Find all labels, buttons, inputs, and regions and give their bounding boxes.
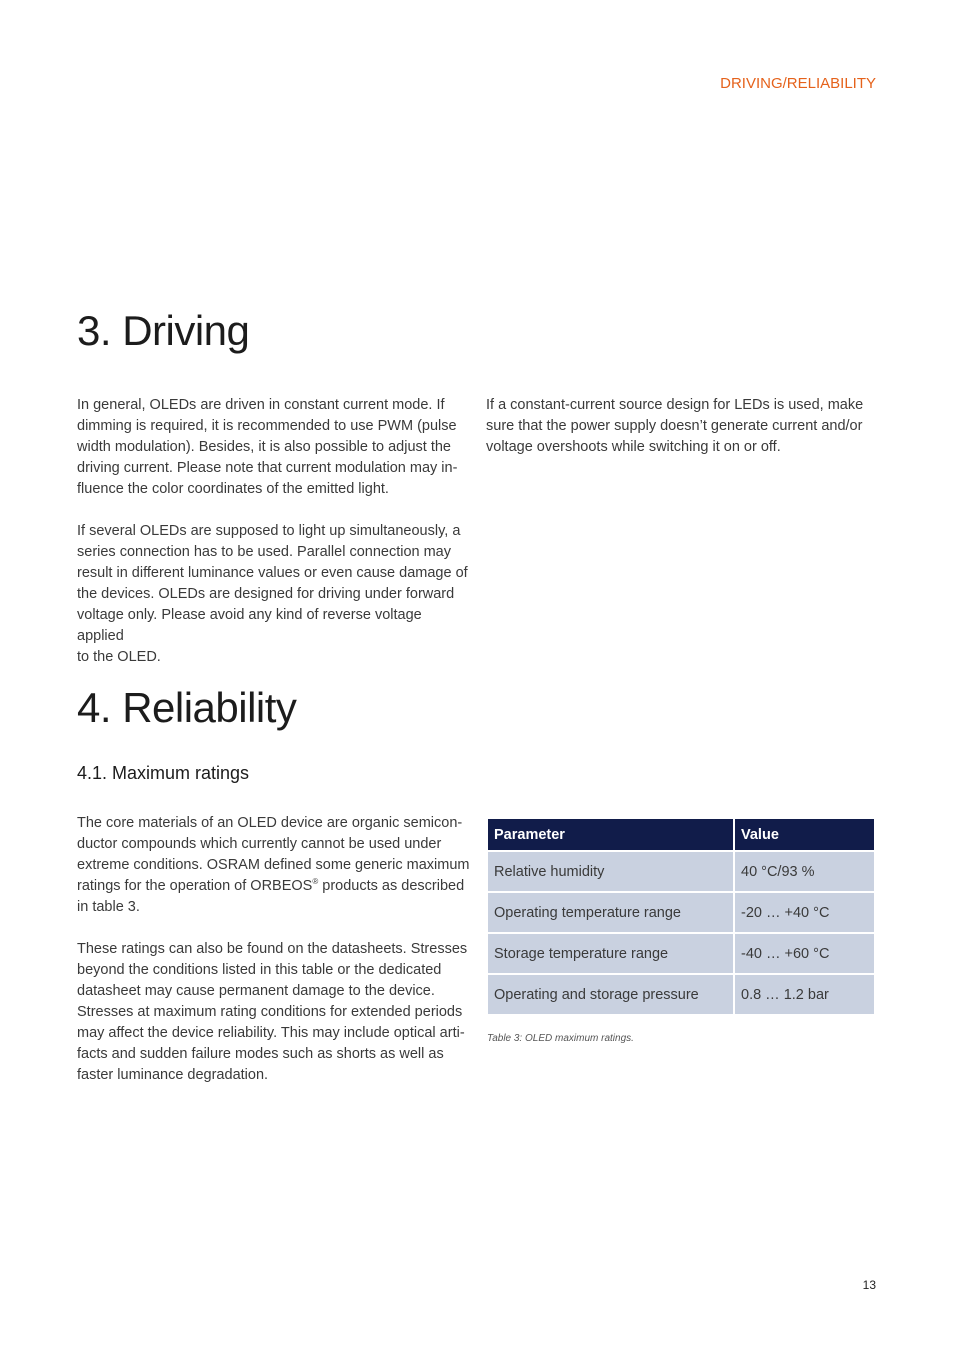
table-cell-value: -20 … +40 °C — [735, 893, 874, 932]
driving-title: 3. Driving — [77, 307, 250, 354]
reliability-title: 4. Reliability — [77, 684, 297, 731]
table-header-value: Value — [735, 819, 874, 850]
reliability-paragraph-1 — [77, 813, 472, 918]
table-cell-value: -40 … +60 °C — [735, 934, 874, 973]
table-row — [488, 975, 874, 1014]
table-row — [488, 893, 874, 932]
reliability-paragraph-1-start: The core materials of an OLED device are organic semicon- ductor compounds which currently cannot be used under extreme conditions. OSRAM defined some generic maximum ratings for the operation of ORBEOS — [77, 815, 470, 894]
table-cell-parameter: Storage temperature range — [488, 934, 733, 973]
table-cell-value: 40 °C/93 % — [735, 852, 874, 891]
driving-paragraph-right: If a constant-current source design for LEDs is used, make sure that the power supply doesn’t generate current and/or voltage overshoots while switching it on or off. — [486, 397, 864, 455]
table-cell-parameter: Operating temperature range — [488, 893, 733, 932]
table-row — [488, 852, 874, 891]
table-cell-parameter: Operating and storage pressure — [488, 975, 733, 1014]
page-number: 13 — [862, 1278, 876, 1292]
table-caption: Table 3: OLED maximum ratings. — [487, 1033, 634, 1044]
registered-mark: ® — [312, 877, 319, 887]
table-cell-parameter: Relative humidity — [488, 852, 733, 891]
maximum-ratings-subtitle: 4.1. Maximum ratings — [77, 763, 250, 783]
maximum-ratings-table — [486, 817, 876, 1016]
driving-paragraph-2: If several OLEDs are supposed to light up simultaneously, a series connection has to be used. Parallel connection may result in different luminance values or even cause damage of the devices. OLEDs are designed for driving under forward voltage only. Please avoid any kind of reverse voltage applied to the OLED. — [77, 523, 468, 665]
section-tag: DRIVING/RELIABILITY — [720, 75, 876, 92]
table-header-row — [488, 819, 874, 850]
table-cell-value: 0.8 … 1.2 bar — [735, 975, 874, 1014]
driving-paragraph-1: In general, OLEDs are driven in constant current mode. If dimming is required, it is recommended to use PWM (pulse width modulation). Besides, it is also possible to adjust the driving current. Please note that current modulation may in- fluence the color coordinates of the emitted light. — [77, 397, 458, 497]
table-header-parameter: Parameter — [488, 819, 733, 850]
reliability-paragraph-1-end: products as described in table 3. — [77, 878, 465, 915]
table-row — [488, 934, 874, 973]
reliability-paragraph-2: These ratings can also be found on the datasheets. Stresses beyond the conditions listed in this table or the dedicated datasheet may cause permanent damage to the device. Stresses at maximum rating conditions for extended periods may affect the device reliability. This may include optical arti- facts and sudden failure modes such as shorts as well as faster luminance degradation. — [77, 941, 468, 1083]
